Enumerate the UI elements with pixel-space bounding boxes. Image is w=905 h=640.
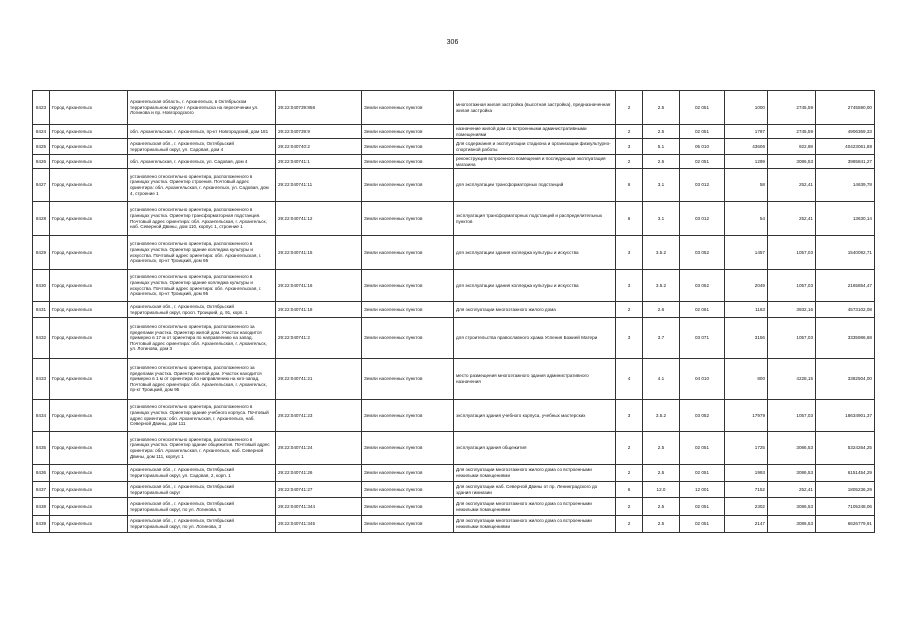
land-category-cell: Земли населенных пунктов xyxy=(362,482,454,498)
record-number-cell: 8427 xyxy=(33,169,50,202)
area-cell: 2302 xyxy=(725,498,768,516)
group-cell: 2 xyxy=(616,91,643,125)
area-cell: 2049 xyxy=(725,270,768,302)
group-cell: 3 xyxy=(616,139,643,155)
subgroup-code-cell: 02 051 xyxy=(680,465,725,482)
group-cell: 6 xyxy=(616,482,643,498)
cadastral-number-cell: 29:22:040741:15 xyxy=(276,236,362,270)
municipality-cell: Город Архангельск xyxy=(50,359,128,400)
municipality-cell: Город Архангельск xyxy=(50,302,128,318)
cadastral-number-cell: 29:22:040741:26 xyxy=(276,465,362,482)
address-cell: установлено относительно ориентира, расположенного за пределами участка. Ориентир жилой дом. Участок находится примерно в 17 м от ориентира по направлению на запад. Почтовый адрес ориентира: обл. Архангельская, г. Архангельск, ул. Логинова, дом 3 xyxy=(128,318,276,359)
land-category-cell: Земли населенных пунктов xyxy=(362,270,454,302)
address-cell: Архангельская обл., г. Архангельск, Октябрьский территориальный округ, по ул. Логинова, 3 xyxy=(128,516,276,533)
cadastral-value-cell: 40423061,88 xyxy=(816,139,875,155)
address-cell: Архангельская обл., г. Архангельск, Октябрьский территориальный округ, по ул. Логинова, 5 xyxy=(128,498,276,516)
record-number-cell: 8433 xyxy=(33,359,50,400)
municipality-cell: Город Архангельск xyxy=(50,270,128,302)
municipality-cell: Город Архангельск xyxy=(50,202,128,236)
municipality-cell: Город Архангельск xyxy=(50,400,128,432)
cadastral-value-cell: 7105248,06 xyxy=(816,498,875,516)
address-cell: установлено относительно ориентира, расположенного в границах участка. Ориентир здание учебного корпуса. Почтовый адрес ориентира: обл. Архангельская, г. Архангельск, наб. Северной Двины, дом 111 xyxy=(128,400,276,432)
record-number-cell: 8434 xyxy=(33,400,50,432)
permitted-use-cell: Для эксплуатации многоэтажного жилого дома xyxy=(454,302,616,318)
specific-value-cell: 3086,53 xyxy=(768,155,816,169)
permitted-use-cell: для строительства православного храма Успения Божией Матери xyxy=(454,318,616,359)
area-cell: 1299 xyxy=(725,155,768,169)
subgroup-code-cell: 03 012 xyxy=(680,202,725,236)
municipality-cell: Город Архангельск xyxy=(50,516,128,533)
record-number-cell: 8428 xyxy=(33,202,50,236)
cadastral-number-cell: 29:22:040741:344 xyxy=(276,498,362,516)
group-cell: 2 xyxy=(616,465,643,482)
municipality-cell: Город Архангельск xyxy=(50,482,128,498)
subgroup-code-cell: 04 010 xyxy=(680,359,725,400)
subgroup-code-cell: 02 051 xyxy=(680,155,725,169)
cadastral-number-cell: 29:22:040741:21 xyxy=(276,359,362,400)
specific-value-cell: 3086,53 xyxy=(768,516,816,533)
table-row xyxy=(33,236,875,270)
permitted-use-cell: для эксплуатации здания колледжа культуры и искусства xyxy=(454,270,616,302)
subgroup-code-cell: 03 052 xyxy=(680,400,725,432)
specific-value-cell: 2745,59 xyxy=(768,125,816,139)
record-number-cell: 8436 xyxy=(33,465,50,482)
area-cell: 58 xyxy=(725,169,768,202)
land-category-cell: Земли населенных пунктов xyxy=(362,155,454,169)
land-category-cell: Земли населенных пунктов xyxy=(362,516,454,533)
cadastral-value-cell: 4573102,08 xyxy=(816,302,875,318)
permitted-use-cell: Для содержания и эксплуатации стадиона и организации физкультурно-спортивной работы xyxy=(454,139,616,155)
municipality-cell: Город Архангельск xyxy=(50,169,128,202)
address-cell: Архангельская обл., г. Архангельск, Октябрьский территориальный округ, ул. Садовая, 2, корп. 1 xyxy=(128,465,276,482)
group-cell: 3 xyxy=(616,236,643,270)
table-row xyxy=(33,155,875,169)
record-number-cell: 8438 xyxy=(33,498,50,516)
area-cell: 1000 xyxy=(725,91,768,125)
cadastral-value-cell: 6626779,91 xyxy=(816,516,875,533)
use-code-cell: 2.5 xyxy=(643,155,680,169)
address-cell: установлено относительно ориентира, расположенного в границах участка. Ориентир трансформаторная подстанция. Почтовый адрес ориентира: обл. Архангельская, г. Архангельск, наб. Северной Двины, дом 110, корпус 1, строение 1 xyxy=(128,202,276,236)
municipality-cell: Город Архангельск xyxy=(50,236,128,270)
cadastral-value-cell: 3335986,68 xyxy=(816,318,875,359)
group-cell: 6 xyxy=(616,202,643,236)
group-cell: 2 xyxy=(616,302,643,318)
area-cell: 54 xyxy=(725,202,768,236)
cadastral-number-cell: 29:22:040741:27 xyxy=(276,482,362,498)
use-code-cell: 4.1 xyxy=(643,359,680,400)
land-category-cell: Земли населенных пунктов xyxy=(362,139,454,155)
table-row xyxy=(33,400,875,432)
address-cell: обл. Архангельская, г. Архангельск, ул. Садовая, дом 4 xyxy=(128,155,276,169)
group-cell: 2 xyxy=(616,516,643,533)
group-cell: 2 xyxy=(616,155,643,169)
use-code-cell: 2.5 xyxy=(643,465,680,482)
area-cell: 3156 xyxy=(725,318,768,359)
address-cell: Архангельская область, г. Архангельск, в Октябрьском территориальном округе г Архангельска на пересечении ул. Логинова и пр. Новгородского xyxy=(128,91,276,125)
land-category-cell: Земли населенных пунктов xyxy=(362,169,454,202)
cadastral-value-table xyxy=(32,90,875,533)
table-body xyxy=(33,91,875,533)
group-cell: 6 xyxy=(616,169,643,202)
cadastral-number-cell: 29:22:040741:24 xyxy=(276,432,362,465)
permitted-use-cell: для эксплуатации здания колледжа культуры и искусства xyxy=(454,236,616,270)
land-category-cell: Земли населенных пунктов xyxy=(362,465,454,482)
land-category-cell: Земли населенных пунктов xyxy=(362,125,454,139)
cadastral-value-cell: 2745590,00 xyxy=(816,91,875,125)
use-code-cell: 2.5 xyxy=(643,498,680,516)
land-category-cell: Земли населенных пунктов xyxy=(362,318,454,359)
permitted-use-cell: Для эксплуатации наб. Северной Двины от пр. Ленинградского до здания гимназии xyxy=(454,482,616,498)
table-row xyxy=(33,169,875,202)
group-cell: 3 xyxy=(616,318,643,359)
table-row xyxy=(33,318,875,359)
cadastral-number-cell: 29:22:040741:345 xyxy=(276,516,362,533)
use-code-cell: 12.0 xyxy=(643,482,680,498)
land-category-cell: Земли населенных пунктов xyxy=(362,236,454,270)
cadastral-value-cell: 2165854,47 xyxy=(816,270,875,302)
cadastral-value-cell: 3985841,27 xyxy=(816,155,875,169)
record-number-cell: 8430 xyxy=(33,270,50,302)
record-number-cell: 8431 xyxy=(33,302,50,318)
specific-value-cell: 3086,53 xyxy=(768,432,816,465)
subgroup-code-cell: 02 061 xyxy=(680,302,725,318)
land-category-cell: Земли населенных пунктов xyxy=(362,498,454,516)
specific-value-cell: 1057,03 xyxy=(768,270,816,302)
permitted-use-cell: Для эксплуатации многоэтажного жилого дома со встроенными нежилыми помещениями xyxy=(454,498,616,516)
record-number-cell: 8439 xyxy=(33,516,50,533)
record-number-cell: 8426 xyxy=(33,155,50,169)
table-row xyxy=(33,482,875,498)
subgroup-code-cell: 02 051 xyxy=(680,125,725,139)
cadastral-number-cell: 29:22:040740:2 xyxy=(276,139,362,155)
cadastral-number-cell: 29:22:040739:9 xyxy=(276,125,362,139)
cadastral-value-cell: 18634901,37 xyxy=(816,400,875,432)
specific-value-cell: 3086,53 xyxy=(768,498,816,516)
subgroup-code-cell: 03 052 xyxy=(680,236,725,270)
group-cell: 3 xyxy=(616,270,643,302)
use-code-cell: 2.5 xyxy=(643,516,680,533)
record-number-cell: 8437 xyxy=(33,482,50,498)
permitted-use-cell: эксплуатация здания учебного корпуса, учебных мастерских xyxy=(454,400,616,432)
group-cell: 4 xyxy=(616,359,643,400)
permitted-use-cell: Для эксплуатации многоэтажного жилого дома со встроенными нежилыми помещениями xyxy=(454,465,616,482)
area-cell: 1993 xyxy=(725,465,768,482)
address-cell: установлено относительно ориентира, расположенного в границах участка. Ориентир здание общежития. Почтовый адрес ориентира: обл. Архангельская, г. Архангельск, наб. Северной Двины, дом 111, корпус 1 xyxy=(128,432,276,465)
group-cell: 2 xyxy=(616,125,643,139)
cadastral-value-cell: 5324264,25 xyxy=(816,432,875,465)
land-category-cell: Земли населенных пунктов xyxy=(362,202,454,236)
cadastral-value-cell: 1540092,71 xyxy=(816,236,875,270)
table-row xyxy=(33,202,875,236)
use-code-cell: 2.5 xyxy=(643,432,680,465)
table-row xyxy=(33,516,875,533)
subgroup-code-cell: 05 010 xyxy=(680,139,725,155)
use-code-cell: 3.7 xyxy=(643,318,680,359)
land-category-cell: Земли населенных пунктов xyxy=(362,432,454,465)
record-number-cell: 8425 xyxy=(33,139,50,155)
subgroup-code-cell: 02 051 xyxy=(680,432,725,465)
land-category-cell: Земли населенных пунктов xyxy=(362,400,454,432)
subgroup-code-cell: 02 051 xyxy=(680,516,725,533)
cadastral-value-cell: 4906369,33 xyxy=(816,125,875,139)
table-row xyxy=(33,465,875,482)
group-cell: 3 xyxy=(616,400,643,432)
address-cell: обл. Архангельская, г. Архангельск, пр-кт Новгородский, дом 181 xyxy=(128,125,276,139)
permitted-use-cell: эксплуатация здания общежития xyxy=(454,432,616,465)
cadastral-number-cell: 29:22:040741:1 xyxy=(276,155,362,169)
cadastral-value-cell: 3382504,00 xyxy=(816,359,875,400)
table-row xyxy=(33,432,875,465)
table-row xyxy=(33,91,875,125)
municipality-cell: Город Архангельск xyxy=(50,139,128,155)
land-category-cell: Земли населенных пунктов xyxy=(362,91,454,125)
area-cell: 17979 xyxy=(725,400,768,432)
municipality-cell: Город Архангельск xyxy=(50,91,128,125)
area-cell: 800 xyxy=(725,359,768,400)
land-category-cell: Земли населенных пунктов xyxy=(362,359,454,400)
cadastral-number-cell: 29:22:040741:11 xyxy=(276,169,362,202)
use-code-cell: 2.6 xyxy=(643,302,680,318)
record-number-cell: 8435 xyxy=(33,432,50,465)
address-cell: Архангельская обл., г. Архангельск, Октябрьский территориальный округ, ул. Садовая, дом 4 xyxy=(128,139,276,155)
use-code-cell: 3.5.2 xyxy=(643,400,680,432)
use-code-cell: 2.5 xyxy=(643,91,680,125)
cadastral-number-cell: 29:22:040741:2 xyxy=(276,318,362,359)
specific-value-cell: 3086,53 xyxy=(768,465,816,482)
area-cell: 1163 xyxy=(725,302,768,318)
area-cell: 1457 xyxy=(725,236,768,270)
record-number-cell: 8423 xyxy=(33,91,50,125)
municipality-cell: Город Архангельск xyxy=(50,465,128,482)
subgroup-code-cell: 02 051 xyxy=(680,498,725,516)
group-cell: 2 xyxy=(616,498,643,516)
subgroup-code-cell: 03 052 xyxy=(680,270,725,302)
permitted-use-cell: место размещения многоэтажного здания административного назначения xyxy=(454,359,616,400)
address-cell: установлено относительно ориентира, расположенного в границах участка. Ориентир здание колледжа культуры и искусства. Почтовый адрес ориентира: обл. Архангельская, г. Архангельск, пр-кт Троицкий, дом 95 xyxy=(128,236,276,270)
municipality-cell: Город Архангельск xyxy=(50,155,128,169)
use-code-cell: 3.1 xyxy=(643,202,680,236)
table-row xyxy=(33,302,875,318)
subgroup-code-cell: 03 071 xyxy=(680,318,725,359)
table-row xyxy=(33,359,875,400)
record-number-cell: 8429 xyxy=(33,236,50,270)
municipality-cell: Город Архангельск xyxy=(50,432,128,465)
address-cell: Архангельская обл., г. Архангельск, Октябрьский территориальный округ xyxy=(128,482,276,498)
use-code-cell: 2.5 xyxy=(643,125,680,139)
area-cell: 43606 xyxy=(725,139,768,155)
table-row xyxy=(33,498,875,516)
municipality-cell: Город Архангельск xyxy=(50,125,128,139)
cadastral-number-cell: 29:22:040741:16 xyxy=(276,270,362,302)
subgroup-code-cell: 12 001 xyxy=(680,482,725,498)
area-cell: 1725 xyxy=(725,432,768,465)
record-number-cell: 8424 xyxy=(33,125,50,139)
cadastral-value-cell: 13630,14 xyxy=(816,202,875,236)
table-row xyxy=(33,270,875,302)
permitted-use-cell: многоэтажная жилая застройка (высотная застройка), предназначенная жилая застройка xyxy=(454,91,616,125)
table-row xyxy=(33,125,875,139)
municipality-cell: Город Архангельск xyxy=(50,498,128,516)
municipality-cell: Город Архангельск xyxy=(50,318,128,359)
address-cell: установлено относительно ориентира, расположенного в границах участка. Ориентир строения. Почтовый адрес ориентира: обл. Архангельская, г. Архангельск, ул. Садовая, дом 4, строение 1 xyxy=(128,169,276,202)
specific-value-cell: 3932,16 xyxy=(768,302,816,318)
cadastral-value-cell: 6151454,29 xyxy=(816,465,875,482)
land-category-cell: Земли населенных пунктов xyxy=(362,302,454,318)
area-cell: 2147 xyxy=(725,516,768,533)
specific-value-cell: 252,41 xyxy=(768,169,816,202)
page-number: 306 xyxy=(446,39,459,46)
specific-value-cell: 252,41 xyxy=(768,482,816,498)
subgroup-code-cell: 02 051 xyxy=(680,91,725,125)
area-cell: 7152 xyxy=(725,482,768,498)
cadastral-number-cell: 29:22:040741:23 xyxy=(276,400,362,432)
cadastral-value-cell: 14639,78 xyxy=(816,169,875,202)
specific-value-cell: 4228,15 xyxy=(768,359,816,400)
permitted-use-cell: Для эксплуатации многоэтажного жилого дома со встроенными нежилыми помещениями xyxy=(454,516,616,533)
permitted-use-cell: эксплуатация трансформаторных подстанций и распределительных пунктов xyxy=(454,202,616,236)
specific-value-cell: 1057,03 xyxy=(768,318,816,359)
area-cell: 1787 xyxy=(725,125,768,139)
permitted-use-cell: назначение жилой дом со встроенными административными помещениями xyxy=(454,125,616,139)
cadastral-value-cell: 1805236,29 xyxy=(816,482,875,498)
record-number-cell: 8432 xyxy=(33,318,50,359)
address-cell: установлено относительно ориентира, расположенного в границах участка. Ориентир здание колледжа культуры и искусства. Почтовый адрес ориентира: обл. Архангельская, г. Архангельск, пр-кт Троицкий, дом 95 xyxy=(128,270,276,302)
cadastral-number-cell: 29:22:040739:858 xyxy=(276,91,362,125)
specific-value-cell: 2745,59 xyxy=(768,91,816,125)
permitted-use-cell: реконструкция встроенного помещения и последующая эксплуатация магазина xyxy=(454,155,616,169)
cadastral-number-cell: 29:22:040741:18 xyxy=(276,302,362,318)
address-cell: Архангельская обл., г. Архангельск, Октябрьский территориальный округ, просп. Троицкий, д. 91, корп. 1 xyxy=(128,302,276,318)
use-code-cell: 3.1 xyxy=(643,169,680,202)
specific-value-cell: 252,41 xyxy=(768,202,816,236)
use-code-cell: 5.1 xyxy=(643,139,680,155)
use-code-cell: 3.5.2 xyxy=(643,270,680,302)
address-cell: установлено относительно ориентира, расположенного за пределами участка. Ориентир жилой дом. Участок находится примерно в 1 м от ориентира по направлению на юго-запад. Почтовый адрес ориентира: обл. Архангельская, г. Архангельск, пр-кт Троицкий, дом 95 xyxy=(128,359,276,400)
specific-value-cell: 1057,03 xyxy=(768,400,816,432)
specific-value-cell: 922,98 xyxy=(768,139,816,155)
use-code-cell: 3.5.2 xyxy=(643,236,680,270)
permitted-use-cell: для эксплуатации трансформаторных подстанций xyxy=(454,169,616,202)
cadastral-number-cell: 29:22:040741:12 xyxy=(276,202,362,236)
table-row xyxy=(33,139,875,155)
group-cell: 2 xyxy=(616,432,643,465)
subgroup-code-cell: 03 012 xyxy=(680,169,725,202)
specific-value-cell: 1057,03 xyxy=(768,236,816,270)
